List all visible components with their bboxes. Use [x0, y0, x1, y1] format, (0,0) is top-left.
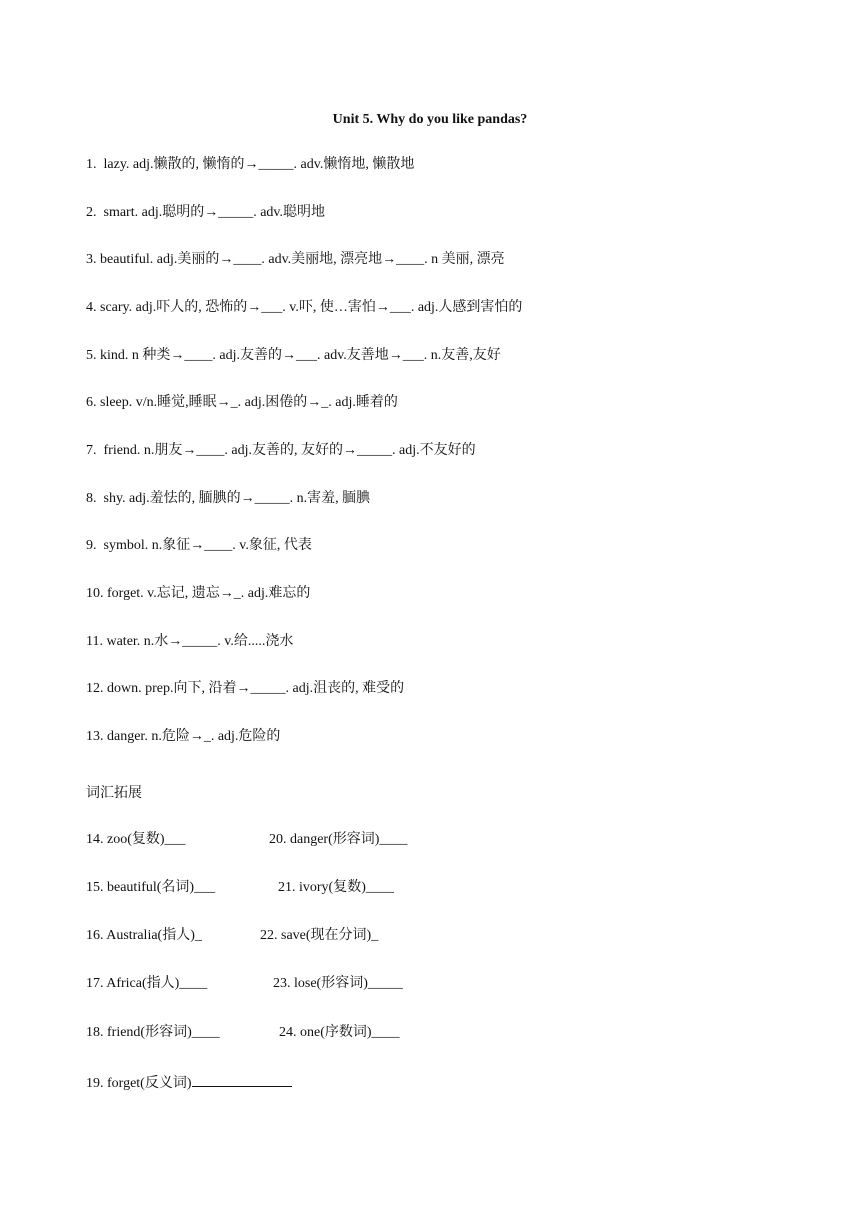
vocab-item-5: 5. kind. n 种类→____. adj.友善的→___. adv.友善地→___. n.友善,友好: [86, 348, 501, 363]
section-heading: 词汇拓展: [86, 786, 142, 801]
vocab-item-11: 11. water. n.水→_____. v.给.....浇水: [86, 634, 294, 649]
answer-blank: [192, 1072, 292, 1087]
expansion-item-18: 18. friend(形容词)____: [86, 1025, 220, 1040]
vocab-item-8: 8. shy. adj.羞怯的, 腼腆的→_____. n.害羞, 腼腆: [86, 491, 371, 506]
expansion-item-24: 24. one(序数词)____: [279, 1025, 400, 1040]
expansion-item-21: 21. ivory(复数)____: [278, 880, 394, 895]
expansion-item-19-label: 19. forget(反义词): [86, 1076, 192, 1091]
expansion-item-15: 15. beautiful(名词)___: [86, 880, 216, 895]
vocab-item-1: 1. lazy. adj.懒散的, 懒惰的→_____. adv.懒惰地, 懒散地: [86, 157, 415, 172]
page-title: Unit 5. Why do you like pandas?: [332, 112, 528, 127]
vocab-item-9: 9. symbol. n.象征→____. v.象征, 代表: [86, 538, 312, 553]
expansion-item-22: 22. save(现在分词)_: [260, 928, 379, 943]
vocab-item-3: 3. beautiful. adj.美丽的→____. adv.美丽地, 漂亮地→____. n 美丽, 漂亮: [86, 252, 505, 267]
vocab-item-10: 10. forget. v.忘记, 遗忘→_. adj.难忘的: [86, 586, 311, 601]
expansion-item-23: 23. lose(形容词)_____: [273, 976, 403, 991]
expansion-item-20: 20. danger(形容词)____: [269, 832, 408, 847]
vocab-item-7: 7. friend. n.朋友→____. adj.友善的, 友好的→_____. adj.不友好的: [86, 443, 476, 458]
expansion-item-19: [86, 1072, 292, 1093]
expansion-item-17: 17. Africa(指人)____: [86, 976, 208, 991]
vocab-item-4: 4. scary. adj.吓人的, 恐怖的→___. v.吓, 使…害怕→___. adj.人感到害怕的: [86, 300, 523, 315]
expansion-item-16: 16. Australia(指人)_: [86, 928, 202, 943]
vocab-item-12: 12. down. prep.向下, 沿着→_____. adj.沮丧的, 难受的: [86, 681, 405, 696]
expansion-item-14: 14. zoo(复数)___: [86, 832, 186, 847]
vocab-item-6: 6. sleep. v/n.睡觉,睡眠→_. adj.困倦的→_. adj.睡着的: [86, 395, 398, 410]
vocab-item-13: 13. danger. n.危险→_. adj.危险的: [86, 729, 281, 744]
vocab-item-2: 2. smart. adj.聪明的→_____. adv.聪明地: [86, 205, 326, 220]
